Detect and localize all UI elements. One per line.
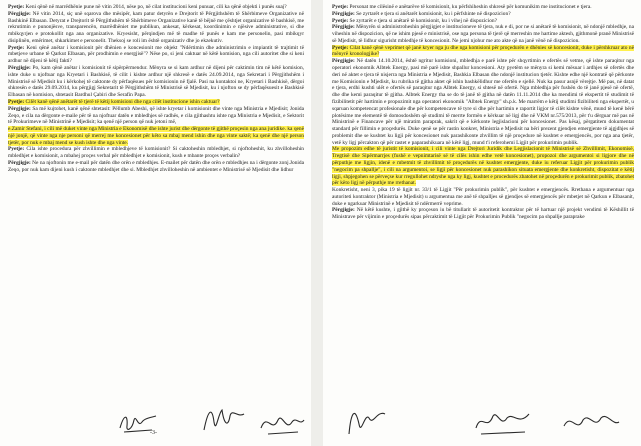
speaker-label: Pyetje: [8, 4, 25, 10]
paragraph-text: Në datën 14.10.2014, është ngritur komisioni, mbledhja e parë ishte për shqyrtimin e ofertës së vetme, që ishte paraqitur nga operatori ekonomik Albtek Energy, pasi më parë ishte shpallur koncesioni. Aty pyetëm se mënyra si kemi mësuar i ardhjes së ofertës dhe deri në aktet e tjera të nisjerra nga Ministria e Mjedisit, Bashkia Elbasan dhe ndonjë institucion tjetër. Kishte edhe një kontratë që përkonte me Komisionin e Mjedisit, ku rubrika të gjitha aktet që ishin bashkëlidhur me ofertën e sjellë. Nuk ka pasur asnjë vërejtje. Më pas, në datat e tjera, erdhi kushti ulët e ofertës së paraqitur nga Albtek Energy, si shtesë në ofertë. Nga mbledhja për fushën do të janë pjesë në ofertë, dhe dhe kemi paraqitur të gjitha. Albtek Energy tha se do të janë të gjitha në datën 11.11.2014 dhe ka mendimi të ekspertit të studimit të fizibilitetit për hartimin e propozimit nga operatori ekonomik "Albtek Energy" sh.p.k. Me marrëm e këtij studimi fizibiliteti nga ekspertët, u sqaruan kompetencat profesionale dhe për kompetencave të tyre si dhe për hartimin e raportit ligjor të cilët kishte vënë, mund të kenë bërë plotësime me elementë të domosdoshëm që studimi të merrte formën e kërkuar në ligj dhe në VKM nr.575/2013, për t'u dërguar më pas në Ministrinë e Financave për një miratim paraprak, sakrit që e kërkonte legjislacioni për koncesionet. Pas kësaj, përgatitem dokumentat standard për fillimin e proçedurës. Duke qenë se për rastin konkret, Ministria e Mjedisit na bëri prezent gjendjen emergjente të ajgjdhjes së problemit dhe se kushtet ku ligji për koncesionet nuk parashikonte zhvillim të një proçedure në kushtet e emergjencës, por nga ana tjetër, vetë ky ligj përcakton që për rastet e paparashikuara në këtë ligj, mund t'i referohemi Ligjit për prokurimin publik. [332, 58, 635, 146]
paragraph-text: Keni qënë anëtar i komisionit për dhënien e koncesionit me objekt "Ndërtimin dhe administrimin e impiantit të trajtimit të mbetjeve urbane të Qarkut Elbasan, për prodhimin e energjisë"? Nëse po, si jeni caktuar në këtë komision, nga cili autoritet dhe si keni ardhur në dijeni të këtij fakti? [8, 44, 304, 65]
paragraph-text: Konkretisht, neni 3, pika 19 të ligjit nr. 33/1 të Ligjit "Për prokurimin publik", për kushtet e emergjencës. Rrethana e argumentuar nga autoriteti kontraktor (Ministria e Mjedisit) u argumentua me anë të shpalljes së gjendjes së emergjencës për mbetjet në Qarkun e Elbasanit, duke e ngarkuar Ministrinë e Mjedisit të ndërmerrë veprime. [332, 187, 634, 207]
paragraph-text: Ne na njoftonin me e-mail për datën dhe orën e mbledhjes. E-mailet për datën dhe orën e mbledhjes na i dërgonte zonj.Jonida Zeqo, por nuk kam dijeni kush i caktonte mbledhjet dhe si. Mbledhjet zhvilloheshin në ambientet e Ministrisë së Mjedisit dhe lidhur [8, 159, 304, 173]
paragraph-text: Cilët kanë qënë anëtarët të tjerë të këtij komisioni dhe nga cilët institucione ishin caktuar? [25, 98, 220, 105]
paragraph [8, 160, 304, 174]
paragraph [8, 45, 304, 65]
speaker-label: Pyetje: [8, 146, 25, 153]
paragraph-text: e.Zamir Stefani, i cili më duket vinte nga Ministria e Ekonomisë dhe ishte jurist dhe dërgonte të gjithë proçesin nga ana juridike. ka qenë një jonjë, që vinte nga nje personi që merrej me koncesionet për këto sa mbaj mend ishin dhe nga vinte saktë; ka qenë dhe një person tjetër, por nuk e mbaj mend se kush ishte dhe nga vinte. [8, 126, 304, 146]
paragraph-text: Mënyrën si administroheshin përgjigjet e institucioneve të tjera, nuk e di, por ne si anëtarë të komisionit, në ndonjë mbledhje, na viheshin në dispozicion, që ne ishim pjesë e ministrisë, ose nga persona të tjerë që merreshin me hartime aktesh, gjithmonë pranë Ministrisë së Mjedisit, të lidhur sigurisht mbledhje të koncesionit. Ne jemi njohur me ato akte që na janë vënë në dispozicion. [332, 24, 634, 44]
left-text-column [8, 4, 304, 174]
paragraph [8, 146, 304, 160]
paragraph-text: Se zyrtarët e tjera si anëtarë të komisionit, ku i vihej në dispozicion? [349, 17, 497, 24]
document-page-right [323, 0, 641, 446]
paragraph [332, 207, 634, 221]
signature-left-2 [200, 404, 246, 438]
paragraph-text: Cila ishte procedura për zhvillimin e mbledhjeve të komisionit? Si caktoheshin mbledhjet, si njoftoheshit, ku zhvilloheshin mbledhjet e komisionit, a mbahej proçes verbal për mbledhjet e komisionit, kush e mbante proçes verbalin? [8, 146, 304, 160]
speaker-label: Pyetje: [8, 98, 25, 105]
signature-right-2 [473, 406, 533, 438]
paragraph [332, 146, 634, 187]
paragraph [8, 11, 304, 45]
speaker-label: Përgjigje: [332, 10, 355, 17]
paragraph-text: Personat me cilësinë e anëtarëve të komisionit, ku përfshiheshin shkresë për komunikim me institucionet e tjera. [349, 4, 592, 10]
speaker-label: Përgjigje: [332, 24, 355, 31]
paragraph [332, 45, 634, 59]
speaker-label: Përgjigje: [332, 207, 355, 214]
signature-right-3 [561, 408, 621, 438]
speaker-label: Pyetje: [332, 17, 349, 24]
paragraph [332, 18, 634, 25]
page-number: -3- [150, 430, 157, 436]
paragraph [8, 4, 304, 11]
paragraph [332, 58, 634, 146]
speaker-label: Përgjigje: [8, 159, 31, 166]
paragraph [332, 187, 634, 207]
paragraph-text: Me propozim edhe të juristit të komisionit, i cili vinte nga Drejtori Juridik dhe Legjislacionit të Ministrisë së Zhvillimit, Ekonomisë, Tregtisë dhe Sipërmarrjes (fushë e vepnimtarisë së të cilës ishin edhe vetë koncesionet), propozoi dhe argumentoi si ligjore dhe në përputhje me ligjin, idenë e mbetmit të zhvillimit të proçedurës në kushtet emergjente, duke iu referuar Ligjit për prokurimin publik "negocim pa shpallje", i cili na argumentoi, se ligji për koncesionet nuk parashikon situata emergjente dhe konkretisht, dispozitat e këtij ligji, shpjegohen se përveçse kur rregullohet ndryshe nga ky ligj, kushtet e procedurës zbatohet në proçedurën e prokurimit publik, zbatohet për këto ligj në përputhje me rrethanat. [332, 146, 634, 187]
paragraph-text: Cilat kanë qënë veprimet që janë kryer nga ju dhe nga komisioni për proçedurën e dhënies së koncesionit, duke i përshkruar ato në mënyrë kronologjike? [332, 44, 634, 58]
paragraph-text: Në vitin 2014, siç unë sqarova dhe mësipër, kam patur detyrën e Drejtorit të Përgjithshëm të Shërbimeve Organizative në Bashkinë Elbasan. Detyrat e Drejtorit të Përgjithshëm të Shërbimeve Organizative kanë të bëjnë me çështjet organizative të bashkisë, me rekrutimin e punonjësve, transparencën, marrëdhëniet me publikun, ankesat, kërkesat, koordinimin e njësive administrative, si dhe mbikqyrjen e protokollit nga ana organizative. Kryesisht, përqindjen më të madhe të punës e kam me personelin, pasi mbikqyr disiplinën, emërimet, shkarkimet e personelit. Theksoj se roli im është organizativ dhe jo ekzekutiv. [8, 10, 304, 44]
paragraph [8, 99, 304, 106]
speaker-label: Përgjigje: [332, 58, 355, 65]
right-text-column [332, 4, 634, 221]
paragraph-text: Po, kam qënë anëtar i komisionit të sipërpërmendur. Mënyra se si kam ardhur në dijeni për caktimin tim në këtë komision, ishte duke u njoftuar nga Kryetari i Bashkisë, të cilit i kishte ardhur një shkresë e datës 24.09.2014, nga Sekretari i Përgjithshëm i Ministrisë së Mjedisit ku i kërkohej të caktonte dy përfaqësues për komisionin në fjalë. Pasi na kontaktoi ne, Kryetari i Bashkisë, dërgoi shkresën e datës 29.09.2014, ku përgjigj Sekretarit të Përgjithshëm të Ministrisë së Mjedisit, ku i njofton se dy përfaqësuesit e Bashkisë Elbasan në komision, shtetasit Bardhul Çabiri dhe Serafin Papa. [8, 65, 304, 99]
paragraph-text: Se zyrtarët e tjera si anëtarët komisionit, ku i përfshinte në dispozicion? [356, 10, 511, 17]
paragraph [332, 24, 634, 44]
paragraph [8, 106, 304, 126]
signature-left-3 [258, 408, 306, 438]
speaker-label: Pyetje: [332, 44, 349, 51]
speaker-label: Pyetje: [332, 4, 349, 10]
paragraph [332, 4, 634, 11]
speaker-label: Përgjigje: [8, 10, 31, 17]
speaker-label: Përgjigje: [8, 105, 31, 112]
document-page-left [0, 0, 311, 446]
paragraph-text: Keni qënë në marrëdhënie pune në vitin 2014, nëse po, në cilat institucioni keni punuar, cili ka qënë objekti i punës suaj? [25, 4, 287, 10]
paragraph-text: Në këtë kushte, i gjithë ky proçeson iu bë titullarit të autoritetit kontraktor për të hartuar një projekt vendimi të Këshillit të Ministrave për vijimin e proçedurës sipas përcaktimit të Ligjit për Prokurimin Publik "negocim pa shpallje paraprake [332, 207, 634, 221]
speaker-label: Përgjigje: [8, 65, 31, 72]
paragraph-text: Sa më kujtohet, kanë qënë shtetasit: Pëllumb Abeshi, që ishte kryetar i komisionit dhe vinte nga Ministria e Mjedisit; Jonida Zeqo, e cila na dërgonte e-maile për të na njoftuar datën e mbledhjes së radhës, e cila gjithashtu ishte nga Ministria e Mjedisit, e Sektorit të Prokurimeve në Ministrinë e Mjedisit; ka qenë një person që nuk jetoni më, [8, 105, 304, 126]
signature-right-1 [345, 404, 389, 440]
paragraph [332, 11, 634, 18]
speaker-label: Pyetje: [8, 44, 25, 51]
paragraph [8, 126, 304, 146]
paragraph [8, 65, 304, 99]
page-gutter [311, 0, 323, 446]
